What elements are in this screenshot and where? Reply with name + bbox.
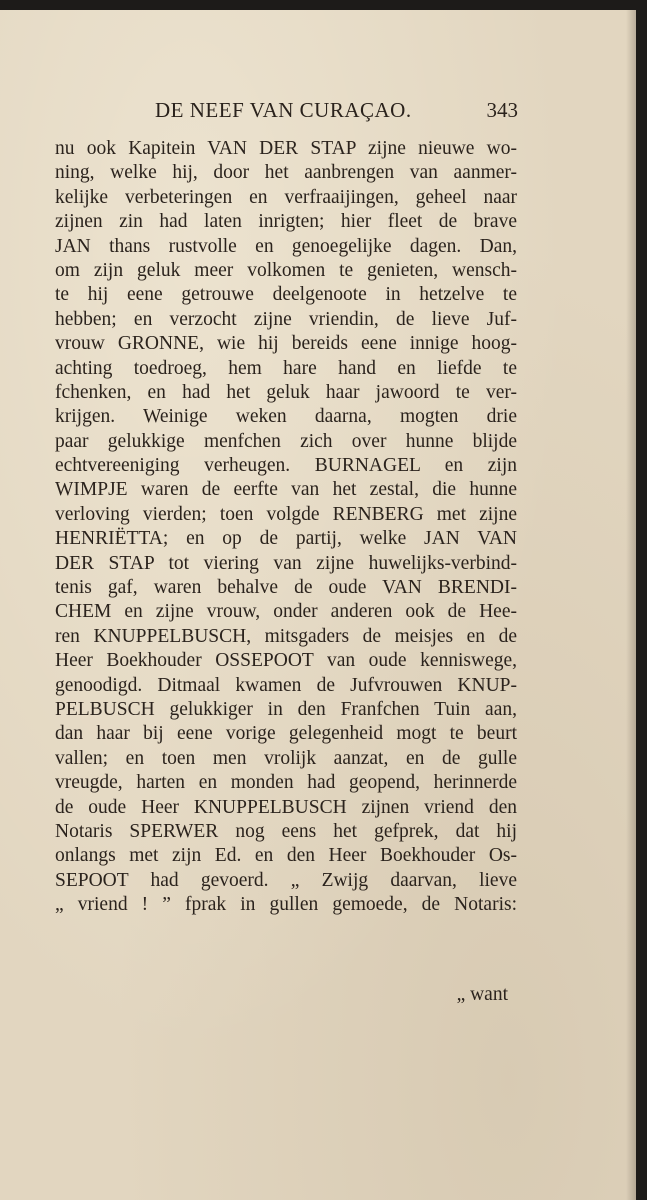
text-line: krijgen. Weinige weken daarna, mogten drie	[55, 406, 517, 428]
text-line: paar gelukkige menfchen zich over hunne blijde	[55, 430, 517, 452]
text-line: ren KNUPPELBUSCH, mitsgaders de meisjes en de	[55, 625, 517, 647]
text-line: dan haar bij eene vorige gelegenheid mogt te beurt	[55, 723, 517, 745]
page-edge-shadow	[626, 10, 636, 1200]
catchword: „ want	[456, 984, 508, 1005]
text-line: zijnen zin had laten inrigten; hier fleet de brave	[55, 211, 517, 233]
page-header	[60, 98, 518, 124]
text-line: SEPOOT had gevoerd. „ Zwijg daarvan, lieve	[55, 869, 517, 891]
text-line: vallen; en toen men vrolijk aanzat, en de gulle	[55, 747, 517, 769]
running-title: DE NEEF VAN CURAÇAO.	[155, 98, 412, 122]
text-line: hebben; en verzocht zijne vriendin, de lieve Juf-	[55, 308, 517, 330]
text-line: HENRIËTTA; en op de partij, welke JAN VAN	[55, 528, 517, 550]
page-number: 343	[486, 98, 518, 122]
body-text	[55, 137, 517, 918]
text-line: „ vriend ! ” fprak in gullen gemoede, de Notaris:	[55, 894, 517, 916]
text-line: de oude Heer KNUPPELBUSCH zijnen vriend den	[55, 796, 517, 818]
text-line: vreugde, harten en monden had geopend, herinnerde	[55, 772, 517, 794]
book-page	[0, 10, 636, 1200]
text-line: fchenken, en had het geluk haar jawoord te ver-	[55, 381, 517, 403]
text-line: PELBUSCH gelukkiger in den Franfchen Tuin aan,	[55, 698, 517, 720]
text-line: onlangs met zijn Ed. en den Heer Boekhouder Os-	[55, 845, 517, 867]
text-line: Heer Boekhouder OSSEPOOT van oude kenniswege,	[55, 650, 517, 672]
text-line: achting toedroeg, hem hare hand en liefde te	[55, 357, 517, 379]
text-line: verloving vierden; toen volgde RENBERG met zijne	[55, 503, 517, 525]
text-line: vrouw GRONNE, wie hij bereids eene innige hoog-	[55, 333, 517, 355]
text-line: ning, welke hij, door het aanbrengen van aanmer-	[55, 162, 517, 184]
text-line: om zijn geluk meer volkomen te genieten, wensch-	[55, 259, 517, 281]
text-line: DER STAP tot viering van zijne huwelijks-verbind-	[55, 552, 517, 574]
text-line: echtvereeniging verheugen. BURNAGEL en zijn	[55, 455, 517, 477]
text-line: CHEM en zijne vrouw, onder anderen ook de Hee-	[55, 601, 517, 623]
text-line: te hij eene getrouwe deelgenoote in hetzelve te	[55, 284, 517, 306]
text-line: WIMPJE waren de eerfte van het zestal, die hunne	[55, 479, 517, 501]
text-line: genoodigd. Ditmaal kwamen de Jufvrouwen KNUP-	[55, 674, 517, 696]
text-line: Notaris SPERWER nog eens het gefprek, dat hij	[55, 820, 517, 842]
text-line: nu ook Kapitein VAN DER STAP zijne nieuwe wo-	[55, 138, 517, 159]
text-line: tenis gaf, waren behalve de oude VAN BRENDI-	[55, 577, 517, 599]
text-line: kelijke verbeteringen en verfraaijingen, geheel naar	[55, 186, 517, 208]
text-line: JAN thans rustvolle en genoegelijke dagen. Dan,	[55, 235, 517, 257]
